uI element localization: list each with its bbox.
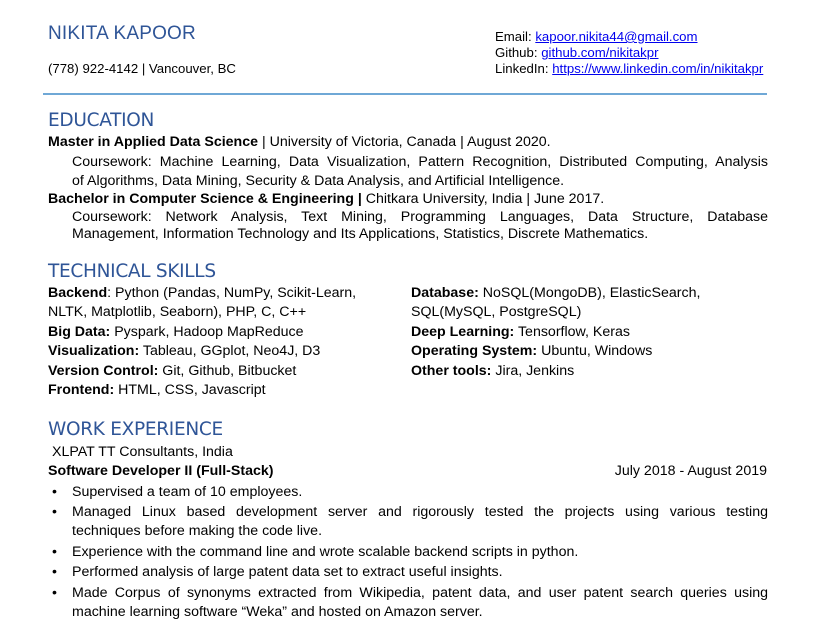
bullet-item: Managed Linux based development server and rigorously tested the projects using various testing bbox=[72, 504, 768, 520]
job-title bbox=[48, 463, 273, 479]
github-row bbox=[495, 45, 658, 60]
bullet-icon: • bbox=[52, 585, 57, 601]
bullet-icon: • bbox=[52, 484, 57, 500]
email-label: Email: bbox=[495, 29, 532, 44]
company-name: XLPAT TT Consultants, India bbox=[52, 444, 233, 460]
bullet-icon: • bbox=[52, 504, 57, 520]
job-title-text: Software Developer II (Full-Stack) bbox=[48, 463, 274, 479]
coursework-line: of Algorithms, Data Mining, Security & Data Analysis, and Artificial Intelligence. bbox=[72, 173, 565, 189]
github-label: Github: bbox=[495, 45, 538, 60]
skill-value: : Python (Pandas, NumPy, Scikit-Learn, bbox=[107, 285, 357, 301]
email-link[interactable]: kapoor.nikita44@gmail.com bbox=[535, 29, 698, 44]
education-entry-bachelor bbox=[48, 191, 604, 207]
linkedin-label: LinkedIn: bbox=[495, 61, 549, 76]
bullet-icon: • bbox=[52, 544, 57, 560]
skill-label: Other tools: bbox=[411, 363, 492, 379]
skill-visualization bbox=[48, 343, 320, 359]
coursework-line: Coursework: Machine Learning, Data Visualization, Pattern Recognition, Distributed Computing, Analysis bbox=[72, 154, 768, 170]
skill-backend-cont: NLTK, Matplotlib, Seaborn), PHP, C, C++ bbox=[48, 304, 307, 320]
skill-label: Deep Learning: bbox=[411, 324, 515, 340]
skill-label: Frontend: bbox=[48, 382, 115, 398]
bullet-icon: • bbox=[52, 564, 57, 580]
bullet-item: Performed analysis of large patent data set to extract useful insights. bbox=[72, 564, 503, 580]
skills-heading: TECHNICAL SKILLS bbox=[48, 261, 216, 282]
skill-version-control bbox=[48, 363, 296, 379]
linkedin-link[interactable]: https://www.linkedin.com/in/nikitakpr bbox=[552, 61, 764, 76]
skill-database bbox=[411, 285, 700, 301]
skill-label: Big Data: bbox=[48, 324, 111, 340]
bullet-item: Made Corpus of synonyms extracted from Wikipedia, patent data, and user patent search queries using bbox=[72, 585, 768, 601]
degree-details: | University of Victoria, Canada | August 2020. bbox=[258, 134, 551, 150]
bullet-item: Experience with the command line and wrote scalable backend scripts in python. bbox=[72, 544, 579, 560]
skill-value: Jira, Jenkins bbox=[491, 363, 575, 379]
skill-deep-learning bbox=[411, 324, 630, 340]
phone-location: (778) 922-4142 | Vancouver, BC bbox=[48, 61, 236, 76]
skill-label: Database: bbox=[411, 285, 479, 301]
skill-value: Tableau, GGplot, Neo4J, D3 bbox=[139, 343, 321, 359]
degree-title: Bachelor in Computer Science & Engineering | bbox=[48, 191, 362, 207]
skill-other-tools bbox=[411, 363, 574, 379]
education-heading: EDUCATION bbox=[48, 110, 155, 131]
degree-details: Chitkara University, India | June 2017. bbox=[361, 191, 605, 207]
header-divider bbox=[43, 93, 767, 95]
skill-value: Pyspark, Hadoop MapReduce bbox=[110, 324, 304, 340]
skill-value: HTML, CSS, Javascript bbox=[114, 382, 266, 398]
skill-value: Ubuntu, Windows bbox=[537, 343, 653, 359]
education-entry-master bbox=[48, 134, 551, 150]
skill-operating-system bbox=[411, 343, 652, 359]
github-link[interactable]: github.com/nikitakpr bbox=[541, 45, 659, 60]
skill-label: Visualization: bbox=[48, 343, 140, 359]
skill-label: Version Control: bbox=[48, 363, 159, 379]
skill-value: Git, Github, Bitbucket bbox=[158, 363, 297, 379]
skill-label: Backend bbox=[48, 285, 108, 301]
candidate-name: NIKITA KAPOOR bbox=[48, 23, 196, 44]
skill-frontend bbox=[48, 382, 266, 398]
bullet-item: Supervised a team of 10 employees. bbox=[72, 484, 303, 500]
bullet-item-cont: machine learning software “Weka” and hosted on Amazon server. bbox=[72, 604, 483, 620]
skill-value: NoSQL(MongoDB), ElasticSearch, bbox=[478, 285, 701, 301]
coursework-line: Management, Information Technology and Its Applications, Statistics, Discrete Mathematics. bbox=[72, 226, 649, 242]
email-row bbox=[495, 29, 698, 44]
skill-label: Operating System: bbox=[411, 343, 538, 359]
skill-value: Tensorflow, Keras bbox=[514, 324, 630, 340]
job-dates: July 2018 - August 2019 bbox=[614, 463, 767, 479]
coursework-line: Coursework: Network Analysis, Text Mining, Programming Languages, Data Structure, Database bbox=[72, 209, 768, 225]
degree-title: Master in Applied Data Science bbox=[48, 134, 258, 150]
skill-backend bbox=[48, 285, 356, 301]
work-heading: WORK EXPERIENCE bbox=[48, 419, 223, 440]
bullet-item-cont: techniques before making the code live. bbox=[72, 523, 323, 539]
skill-database-cont: SQL(MySQL, PostgreSQL) bbox=[411, 304, 582, 320]
skill-big-data bbox=[48, 324, 304, 340]
linkedin-row bbox=[495, 61, 763, 76]
